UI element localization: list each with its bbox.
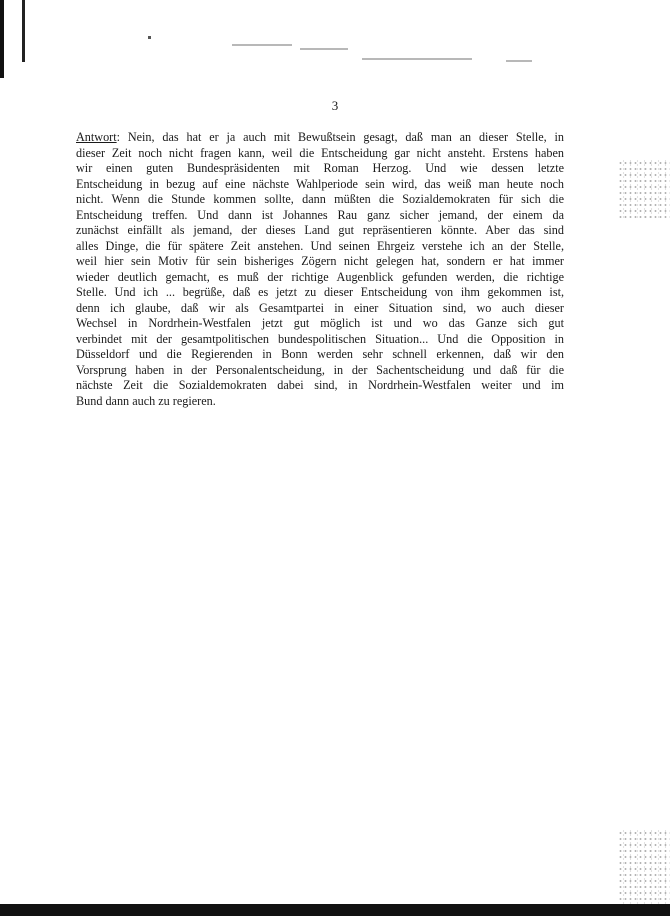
text-line: Antwort: Nein, das hat er ja auch mit Bewußtsein gesagt, daß man an dieser Stelle, in bbox=[76, 130, 564, 144]
text-line: Düsseldorf und die Regierenden in Bonn werden sehr schnell erkennen, daß wir den bbox=[76, 347, 564, 361]
text-line: dieser Zeit noch nicht fragen kann, weil die Entscheidung gar nicht ansteht. Erstens haben bbox=[76, 145, 564, 160]
scan-smudge bbox=[506, 60, 532, 62]
scan-speck bbox=[148, 36, 151, 39]
text-line: Wechsel in Nordrhein-Westfalen jetzt gut möglich ist und wo das Ganze sich gut bbox=[76, 316, 564, 330]
text-line: wir einen guten Bundespräsidenten mit Roman Herzog. Und wie dessen letzte bbox=[76, 161, 564, 175]
answer-paragraph bbox=[76, 130, 564, 409]
scan-bottom-edge bbox=[0, 904, 670, 916]
text-line: zunächst einfällt als jemand, der dieses Land gut repräsentieren könnte. Aber das sind bbox=[76, 223, 564, 237]
scan-noise bbox=[618, 160, 670, 220]
text-line: denn ich glaube, daß wir als Gesamtpartei in einer Situation sind, wo auch dieser bbox=[76, 300, 564, 315]
scan-edge-mark bbox=[12, 0, 25, 62]
scan-smudge bbox=[232, 44, 292, 46]
text-line: Stelle. Und ich ... begrüße, daß es jetzt zu dieser Entscheidung von ihm gekommen ist, bbox=[76, 285, 564, 299]
scan-smudge bbox=[362, 58, 472, 60]
text-line: Bund dann auch zu regieren. bbox=[76, 393, 216, 408]
answer-label: Antwort bbox=[76, 130, 117, 144]
text-line: Entscheidung in bezug auf eine nächste Wahlperiode sein wird, das weiß man heute noch bbox=[76, 176, 564, 191]
text-line: Entscheidung treffen. Und dann ist Johannes Rau ganz sicher jemand, der einem da bbox=[76, 207, 564, 222]
text-line: verbindet mit der gesamtpolitischen bundespolitischen Situation... Und die Opposition in bbox=[76, 331, 564, 346]
scan-edge-mark bbox=[0, 0, 4, 78]
scan-smudge bbox=[300, 48, 348, 50]
text-line: nicht. Wenn die Stunde kommen sollte, dann müßten die Sozialdemokraten für sich die bbox=[76, 192, 564, 206]
text-line: alles Dinge, die für spätere Zeit anstehen. Und seinen Ehrgeiz verstehe ich an der Stelle, bbox=[76, 238, 564, 253]
text-line: weil hier sein Motiv für sein bisheriges Zögern nicht gelegen hat, sondern er hat immer bbox=[76, 254, 564, 268]
page-number: 3 bbox=[331, 98, 339, 113]
text-line: Vorsprung haben in der Personalentscheidung, in der Sachentscheidung und daß für die bbox=[76, 362, 564, 377]
text-line: wieder deutlich gemacht, es muß der richtige Augenblick gefunden werden, die richtige bbox=[76, 269, 564, 284]
text-line: nächste Zeit die Sozialdemokraten dabei sind, in Nordrhein-Westfalen weiter und im bbox=[76, 378, 564, 392]
scan-noise bbox=[618, 830, 670, 904]
